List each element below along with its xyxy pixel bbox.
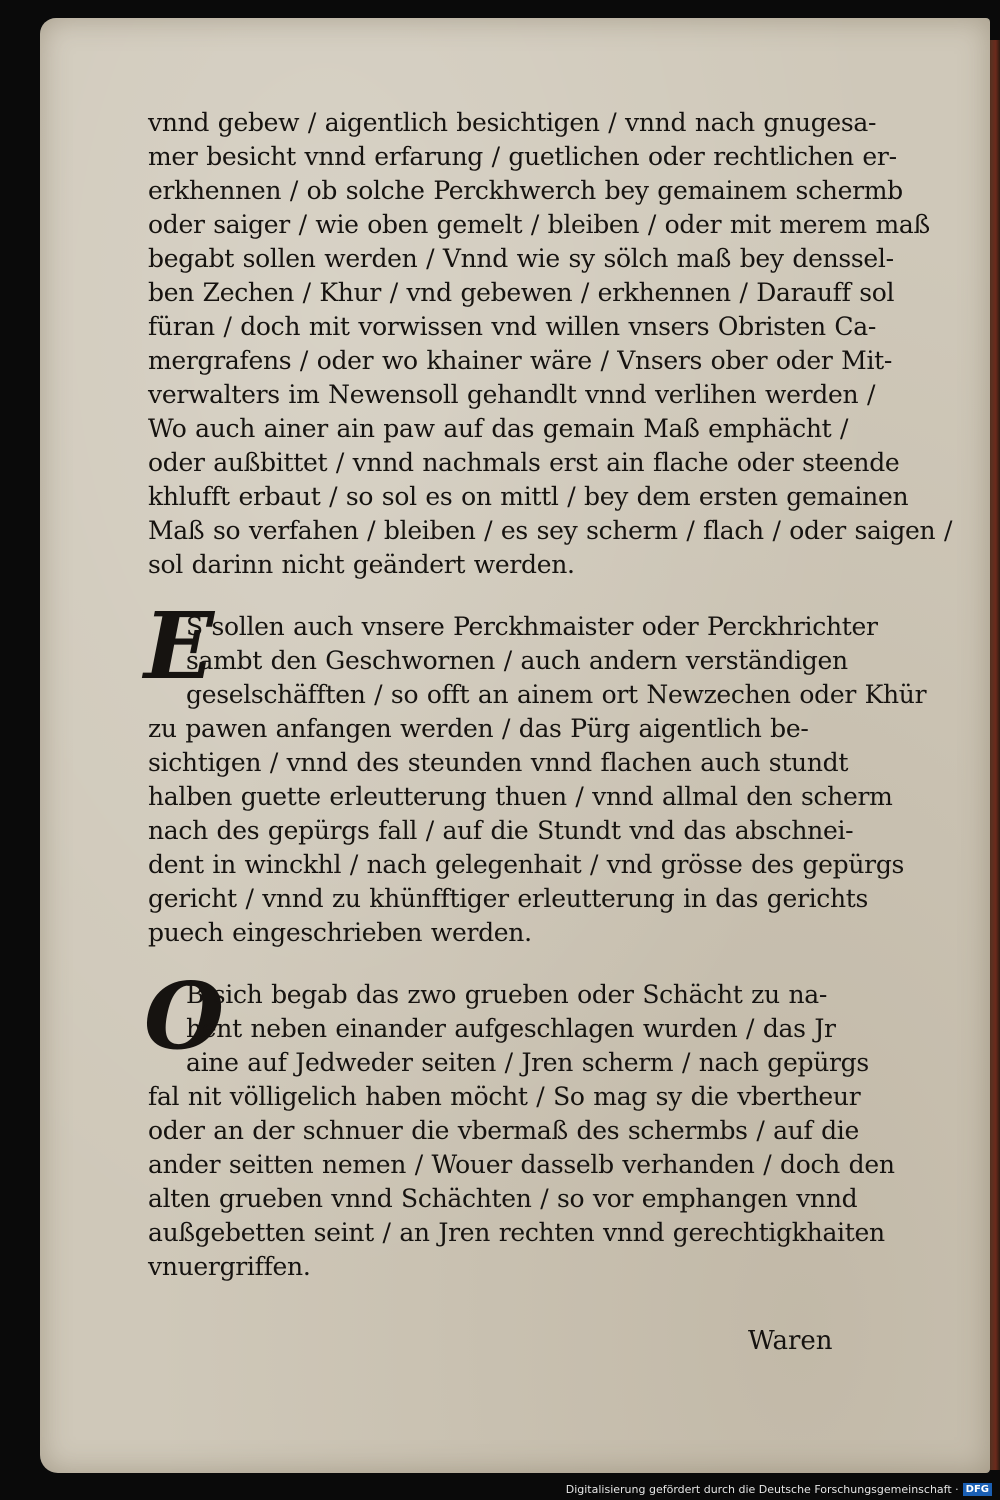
text-line: alten grueben vnnd Schächten / so vor emphangen vnnd — [148, 1184, 858, 1213]
drop-cap-initial: E — [144, 592, 215, 700]
text-line: fal nit völligelich haben möcht / So mag sy die vbertheur — [148, 1082, 861, 1111]
text-line: dent in winckhl / nach gelegenhait / vnd grösse des gepürgs — [148, 850, 905, 879]
text-line: puech eingeschrieben werden. — [148, 918, 532, 947]
text-line: zu pawen anfangen werden / das Pürg aigentlich be- — [148, 714, 809, 743]
text-line: vnuergriffen. — [148, 1252, 311, 1281]
text-line: mergrafens / oder wo khainer wäre / Vnsers ober oder Mit- — [148, 346, 893, 375]
text-line: sichtigen / vnnd des steunden vnnd flachen auch stundt — [148, 748, 849, 777]
text-line: aine auf Jedweder seiten / Jren scherm / nach gepürgs — [186, 1048, 869, 1077]
text-line: gericht / vnnd zu khünfftiger erleutterung in das gerichts — [148, 884, 869, 913]
text-line: oder saiger / wie oben gemelt / bleiben / oder mit merem maß — [148, 210, 930, 239]
paragraph-2 — [148, 610, 926, 950]
text-line: nach des gepürgs fall / auf die Stundt vnd das abschnei- — [148, 816, 854, 845]
text-line: außgebetten seint / an Jren rechten vnnd gerechtigkhaiten — [148, 1218, 885, 1247]
text-line: Wo auch ainer ain paw auf das gemain Maß emphächt / — [148, 414, 849, 443]
paragraph-1 — [148, 106, 952, 582]
text-line: khlufft erbaut / so sol es on mittl / bey dem ersten gemainen — [148, 482, 909, 511]
text-line: begabt sollen werden / Vnnd wie sy sölch maß bey denssel- — [148, 244, 894, 273]
text-line: mer besicht vnnd erfarung / guetlichen oder rechtlichen er- — [148, 142, 897, 171]
text-line: halben guette erleutterung thuen / vnnd allmal den scherm — [148, 782, 893, 811]
drop-cap-initial: O — [144, 962, 225, 1070]
paragraph-3 — [148, 978, 895, 1284]
text-line: ben Zechen / Khur / vnd gebewen / erkhennen / Darauff sol — [148, 278, 895, 307]
book-page — [40, 18, 990, 1473]
text-line: erkhennen / ob solche Perckhwerch bey gemainem schermb — [148, 176, 903, 205]
text-line: sambt den Geschwornen / auch andern verständigen — [186, 646, 848, 675]
text-line: füran / doch mit vorwissen vnd willen vnsers Obristen Ca- — [148, 312, 876, 341]
catchword: Waren — [748, 1326, 833, 1356]
text-line: S sollen auch vnsere Perckhmaister oder Perckhrichter — [186, 612, 878, 641]
text-line: oder an der schnuer die vbermaß des schermbs / auf die — [148, 1116, 860, 1145]
credit-text: Digitalisierung gefördert durch die Deutsche Forschungsgemeinschaft · — [565, 1483, 959, 1496]
text-line: sol darinn nicht geändert werden. — [148, 550, 575, 579]
text-line: verwalters im Newensoll gehandlt vnnd verlihen werden / — [148, 380, 876, 409]
text-line: geselschäfften / so offt an ainem ort Newzechen oder Khür — [186, 680, 927, 709]
text-line: vnnd gebew / aigentlich besichtigen / vnnd nach gnugesa- — [148, 108, 877, 137]
digitization-credit — [566, 1483, 992, 1496]
text-line: hent neben einander aufgeschlagen wurden / das Jr — [186, 1014, 836, 1043]
text-line: ander seitten nemen / Wouer dasselb verhanden / doch den — [148, 1150, 895, 1179]
text-line: oder außbittet / vnnd nachmals erst ain flache oder steende — [148, 448, 900, 477]
dfg-logo: DFG — [963, 1483, 992, 1496]
text-line: B sich begab das zwo grueben oder Schächt zu na- — [186, 980, 828, 1009]
text-line: Maß so verfahen / bleiben / es sey scherm / flach / oder saigen / — [148, 516, 953, 545]
